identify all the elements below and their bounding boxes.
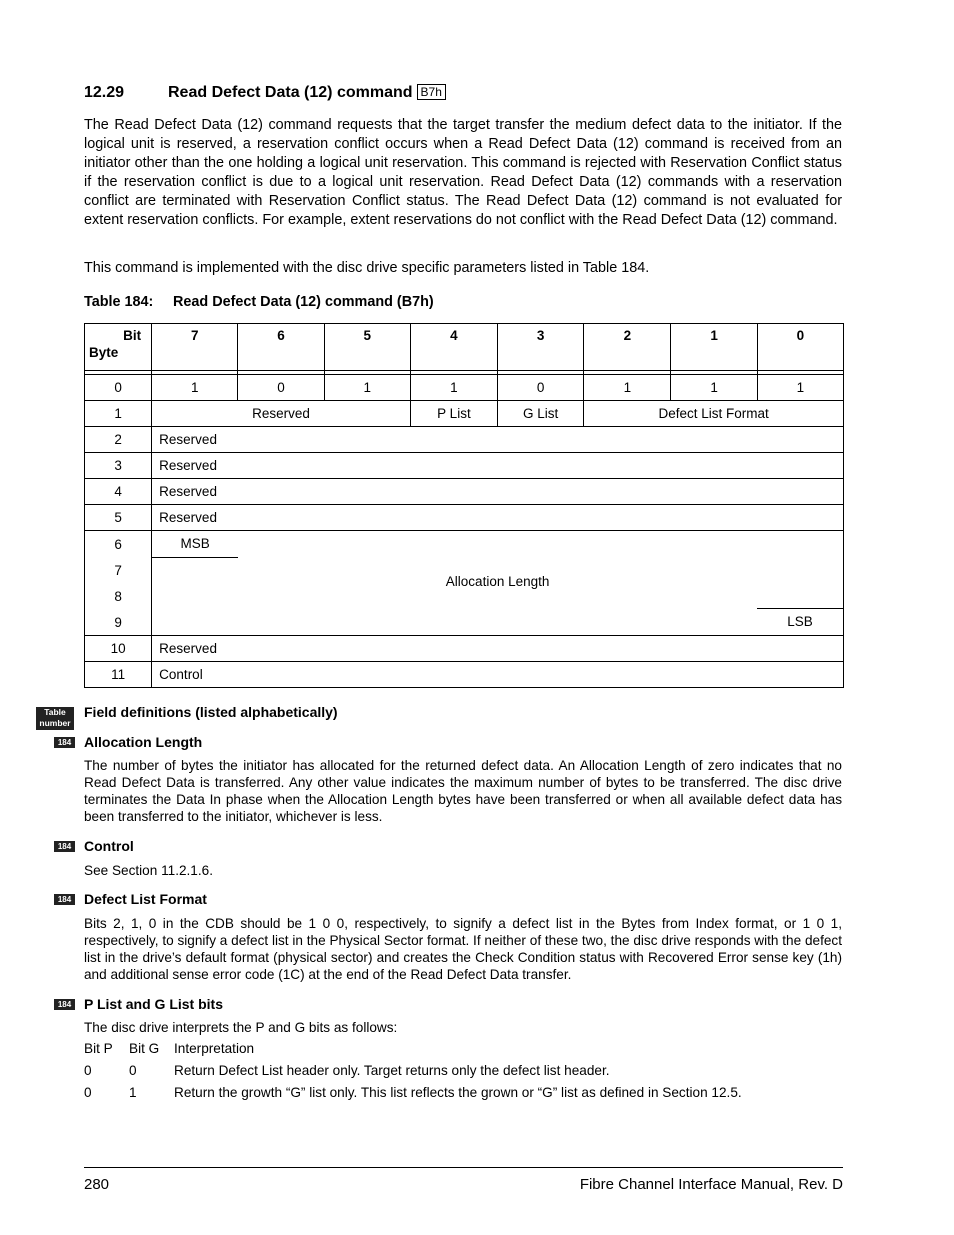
table-row-byte-3	[85, 453, 844, 479]
table-ref-badge: 184	[54, 999, 75, 1010]
bit-header: 7	[152, 324, 238, 371]
interp-header: Interpretation	[174, 1041, 255, 1056]
table-caption	[84, 294, 434, 310]
defect-list-format-field: Defect List Format	[584, 401, 844, 427]
lsb-marker: LSB	[757, 608, 843, 635]
byte-label: Byte	[89, 345, 119, 360]
table-title: Read Defect Data (12) command (B7h)	[173, 294, 434, 310]
bit-label: Bit	[123, 328, 142, 343]
interp-text: Return the growth “G” list only. This list reflects the grown or “G” list as defined in Section 12.5.	[174, 1085, 742, 1100]
bit-header: 3	[498, 324, 584, 371]
byte-number-group	[85, 531, 152, 636]
interp-header-row	[84, 1041, 254, 1056]
byte-number: 9	[114, 614, 122, 630]
interp-bit-p: 0	[84, 1085, 92, 1100]
reserved-field: Reserved	[152, 453, 844, 479]
control-field: Control	[152, 662, 844, 688]
interp-bit-g: 1	[129, 1085, 137, 1100]
interp-row	[84, 1063, 610, 1078]
reserved-field: Reserved	[152, 479, 844, 505]
table-row-byte-11	[85, 662, 844, 688]
bit-header: 0	[757, 324, 843, 371]
byte-number: 2	[85, 427, 152, 453]
bit-value: 0	[238, 375, 324, 401]
bit-header: 1	[671, 324, 757, 371]
bit-value: 1	[324, 375, 410, 401]
field-description: The number of bytes the initiator has allocated for the returned defect data. An Allocation Length of zero indicates that no Read Defect Data is transferred. Any other value indicates the maximum number of bytes to be transferred. The disc drive terminates the Data In phase when the Allocation Length bytes have been transferred or when all available defect data has been transferred to the initiator, whichever is less.	[84, 758, 842, 824]
table-row-byte-1	[85, 401, 844, 427]
field-description: Bits 2, 1, 0 in the CDB should be 1 0 0, respectively, to signify a defect list in the Bytes from Index format, or 1 0 1, respectively, to signify a defect list in the Physical Sector format. If neither of these two, the disc drive responds with the defect list in the drive’s default format (physical sector) and creates the Check Condition status with Recovered Error sense key (1h) and additional sense error code (1C) at the end of the Read Defect Data transfer.	[84, 916, 842, 982]
field-name: P List and G List bits	[84, 996, 223, 1012]
reserved-field: Reserved	[152, 505, 844, 531]
bit-header: 6	[238, 324, 324, 371]
tag-line: number	[39, 718, 71, 728]
field-name: Defect List Format	[84, 891, 207, 907]
table-row-byte-4	[85, 479, 844, 505]
field-name: Allocation Length	[84, 734, 203, 750]
byte-number: 5	[85, 505, 152, 531]
cdb-table	[84, 323, 844, 688]
interp-bit-g: 0	[129, 1063, 137, 1078]
allocation-length-field	[152, 531, 844, 636]
table-ref-badge: 184	[54, 737, 75, 748]
field-definitions-heading: Field definitions (listed alphabetically)	[84, 704, 338, 720]
byte-number: 8	[114, 588, 122, 604]
byte-number: 0	[85, 375, 152, 401]
footer-rule	[84, 1167, 843, 1168]
tag-line: Table	[44, 707, 66, 717]
interp-header: Bit G	[129, 1041, 160, 1056]
bit-header: 5	[324, 324, 410, 371]
interp-row	[84, 1085, 742, 1100]
page-number: 280	[84, 1176, 110, 1193]
bit-value: 1	[410, 375, 497, 401]
interp-bit-p: 0	[84, 1063, 92, 1078]
byte-number: 11	[85, 662, 152, 688]
document-title: Fibre Channel Interface Manual, Rev. D	[579, 1176, 843, 1193]
bit-value: 1	[757, 375, 843, 401]
table-number-tag	[36, 707, 74, 730]
table-ref-badge: 184	[54, 894, 75, 905]
byte-number: 6	[114, 536, 122, 552]
g-list-field: G List	[498, 401, 584, 427]
table-row-byte-6-9	[85, 531, 844, 636]
bit-header: 4	[410, 324, 497, 371]
opcode-box: B7h	[417, 84, 446, 100]
byte-number: 1	[85, 401, 152, 427]
table-row-byte-10	[85, 636, 844, 662]
table-row-byte-5	[85, 505, 844, 531]
msb-marker: MSB	[152, 531, 238, 558]
table-row-byte-2	[85, 427, 844, 453]
intro-paragraph-2: This command is implemented with the disc drive specific parameters listed in Table 184.	[84, 260, 650, 276]
interp-header: Bit P	[84, 1041, 113, 1056]
field-name: Control	[84, 838, 134, 854]
allocation-length-label: Allocation Length	[445, 574, 550, 589]
bit-value: 1	[584, 375, 671, 401]
bit-value: 1	[671, 375, 757, 401]
section-title: Read Defect Data (12) command	[168, 84, 413, 101]
reserved-field: Reserved	[152, 427, 844, 453]
table-header-row	[85, 324, 844, 371]
bit-byte-header-cell	[85, 324, 152, 371]
table-ref-badge: 184	[54, 841, 75, 852]
bit-header: 2	[584, 324, 671, 371]
reserved-field: Reserved	[152, 636, 844, 662]
interp-text: Return Defect List header only. Target returns only the defect list header.	[174, 1063, 610, 1078]
reserved-field: Reserved	[152, 401, 411, 427]
section-heading	[84, 84, 446, 102]
intro-paragraph-1: The Read Defect Data (12) command requests that the target transfer the medium defect data to the initiator. If the logical unit is reserved, a reservation conflict occurs when a Read Defect Data (12) command is received from an initiator other than the one holding a logical unit reservation. This command is rejected with Reservation Conflict status if the reservation conflict is due to a logical unit reservation. Read Defect Data (12) commands with a reservation conflict are terminated with Reservation Conflict status. The Read Defect Data (12) command is not evaluated for extent reservation conflicts. For example, extent reservations do not conflict with the Read Defect Data (12) command.	[84, 117, 842, 228]
field-description: The disc drive interprets the P and G bits as follows:	[84, 1020, 398, 1035]
table-row-byte-0	[85, 375, 844, 401]
bit-value: 0	[498, 375, 584, 401]
table-label: Table 184:	[84, 294, 154, 310]
byte-number: 4	[85, 479, 152, 505]
byte-number: 3	[85, 453, 152, 479]
section-number: 12.29	[84, 84, 125, 101]
bit-value: 1	[152, 375, 238, 401]
p-list-field: P List	[410, 401, 497, 427]
field-description: See Section 11.2.1.6.	[84, 863, 213, 878]
byte-number: 7	[114, 562, 122, 578]
byte-number: 10	[85, 636, 152, 662]
